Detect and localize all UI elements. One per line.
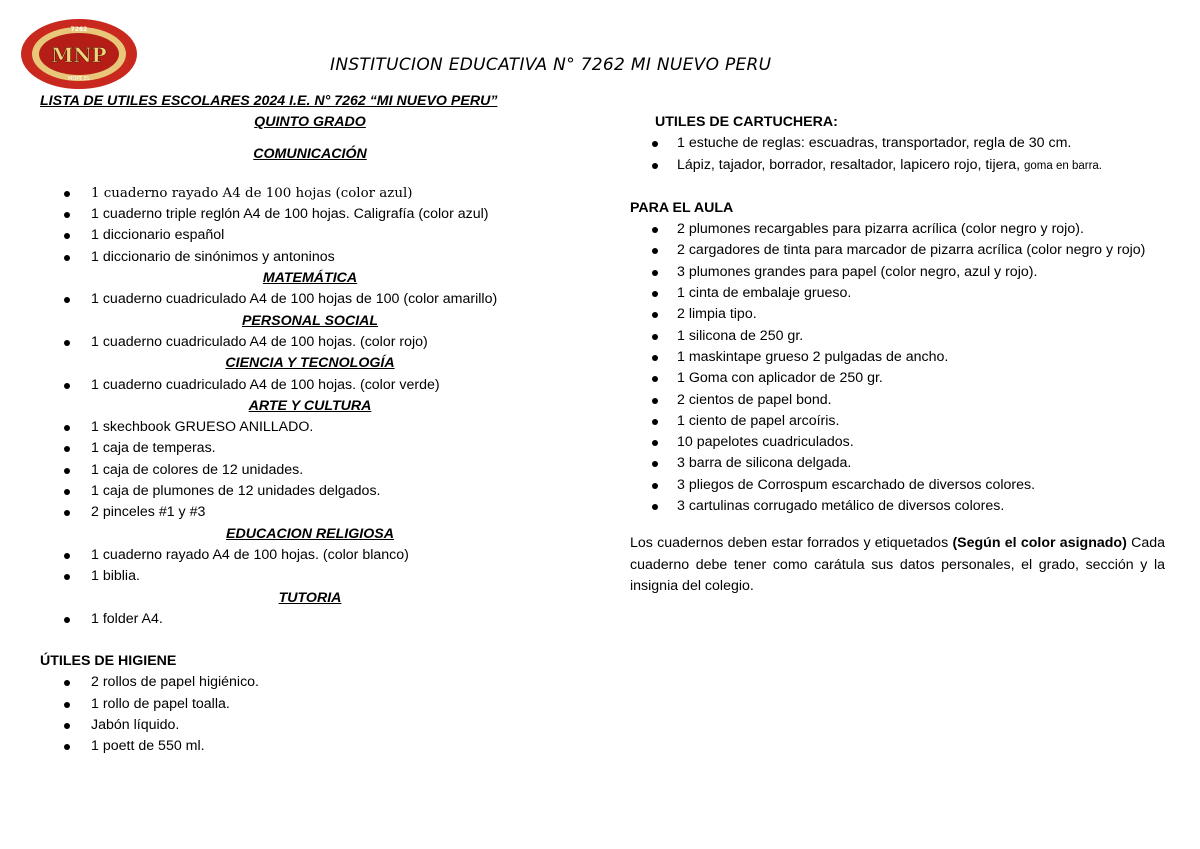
list-item: 1 diccionario de sinónimos y antoninos <box>40 247 560 268</box>
list-item: 1 ciento de papel arcoíris. <box>630 411 1165 432</box>
list-tutoria <box>40 609 560 630</box>
list-item: 1 cuaderno cuadriculado A4 de 100 hojas de 100 (color amarillo) <box>40 289 560 310</box>
svg-text:7262: 7262 <box>70 26 88 33</box>
list-item: 1 poett de 550 ml. <box>40 736 560 757</box>
list-item: 1 cuaderno rayado A4 de 100 hojas (color azul) <box>40 183 560 204</box>
list-item: Lápiz, tajador, borrador, resaltador, lapicero rojo, tijera, goma en barra. <box>630 155 1165 177</box>
list-item: 3 pliegos de Corrospum escarchado de diversos colores. <box>630 475 1165 496</box>
list-item: 3 barra de silicona delgada. <box>630 453 1165 474</box>
list-item: 1 caja de plumones de 12 unidades delgados. <box>40 481 560 502</box>
subject-heading-tutoria: TUTORIA <box>278 589 342 606</box>
svg-text:MOPE EL: MOPE EL <box>68 76 90 82</box>
list-item: 2 cargadores de tinta para marcador de pizarra acrílica (color negro y rojo) <box>630 240 1165 261</box>
list-item: 1 biblia. <box>40 566 560 587</box>
notebook-note: Los cuadernos deben estar forrados y etiquetados (Según el color asignado) Cada cuaderno debe tener como carátula sus datos personales, el grado, sección y la insignia del colegio. <box>630 535 1165 594</box>
list-item: 1 folder A4. <box>40 609 560 630</box>
list-item: 1 caja de temperas. <box>40 438 560 459</box>
list-item: 2 pinceles #1 y #3 <box>40 502 560 523</box>
list-item: 1 cuaderno cuadriculado A4 de 100 hojas. (color rojo) <box>40 332 560 353</box>
list-item: 1 diccionario español <box>40 225 560 246</box>
list-item: Jabón líquido. <box>40 715 560 736</box>
document-title: LISTA DE UTILES ESCOLARES 2024 I.E. N° 7262 “MI NUEVO PERU” <box>40 93 498 109</box>
list-item: 1 cuaderno cuadriculado A4 de 100 hojas. (color verde) <box>40 375 560 396</box>
list-comunicacion <box>40 183 560 268</box>
list-matematica <box>40 289 560 310</box>
list-item: 2 rollos de papel higiénico. <box>40 672 560 693</box>
list-item: 1 cuaderno rayado A4 de 100 hojas. (color blanco) <box>40 545 560 566</box>
svg-text:MNP: MNP <box>51 43 107 67</box>
left-column <box>40 91 560 758</box>
list-item: 2 plumones recargables para pizarra acrílica (color negro y rojo). <box>630 219 1165 240</box>
list-item: 3 cartulinas corrugado metálico de diversos colores. <box>630 496 1165 517</box>
list-item: 2 cientos de papel bond. <box>630 390 1165 411</box>
school-title: INSTITUCION EDUCATIVA N° 7262 MI NUEVO PERU <box>330 55 772 75</box>
list-religiosa <box>40 545 560 588</box>
right-column <box>630 112 1165 597</box>
list-higiene <box>40 672 560 757</box>
list-item: 1 caja de colores de 12 unidades. <box>40 460 560 481</box>
list-item: 1 silicona de 250 gr. <box>630 326 1165 347</box>
subject-heading-ciencia: CIENCIA Y TECNOLOGÍA <box>225 355 395 372</box>
list-item: 3 plumones grandes para papel (color negro, azul y rojo). <box>630 262 1165 283</box>
list-item: 2 limpia tipo. <box>630 304 1165 325</box>
list-aula <box>630 219 1165 517</box>
list-item: 10 papelotes cuadriculados. <box>630 432 1165 453</box>
list-item: 1 maskintape grueso 2 pulgadas de ancho. <box>630 347 1165 368</box>
list-personal-social <box>40 332 560 353</box>
subject-heading-personal-social: PERSONAL SOCIAL <box>241 312 379 329</box>
section-heading-aula: PARA EL AULA <box>630 199 734 216</box>
section-heading-cartuchera: UTILES DE CARTUCHERA: <box>655 114 838 130</box>
list-cartuchera <box>630 133 1165 177</box>
subject-heading-matematica: MATEMÁTICA <box>262 270 358 287</box>
list-item: 1 skechbook GRUESO ANILLADO. <box>40 417 560 438</box>
grade-heading: QUINTO GRADO <box>254 114 366 131</box>
school-logo <box>20 18 138 90</box>
list-item: 1 cinta de embalaje grueso. <box>630 283 1165 304</box>
list-arte <box>40 417 560 523</box>
section-heading-higiene: ÚTILES DE HIGIENE <box>40 653 177 670</box>
list-item: 1 rollo de papel toalla. <box>40 694 560 715</box>
subject-heading-comunicacion: COMUNICACIÓN <box>253 145 367 162</box>
list-ciencia <box>40 375 560 396</box>
subject-heading-religiosa: EDUCACION RELIGIOSA <box>226 525 394 542</box>
list-item: 1 cuaderno triple reglón A4 de 100 hojas. Caligrafía (color azul) <box>40 204 560 225</box>
list-item: 1 estuche de reglas: escuadras, transportador, regla de 30 cm. <box>630 133 1165 154</box>
subject-heading-arte: ARTE Y CULTURA <box>248 397 372 414</box>
list-item: 1 Goma con aplicador de 250 gr. <box>630 368 1165 389</box>
